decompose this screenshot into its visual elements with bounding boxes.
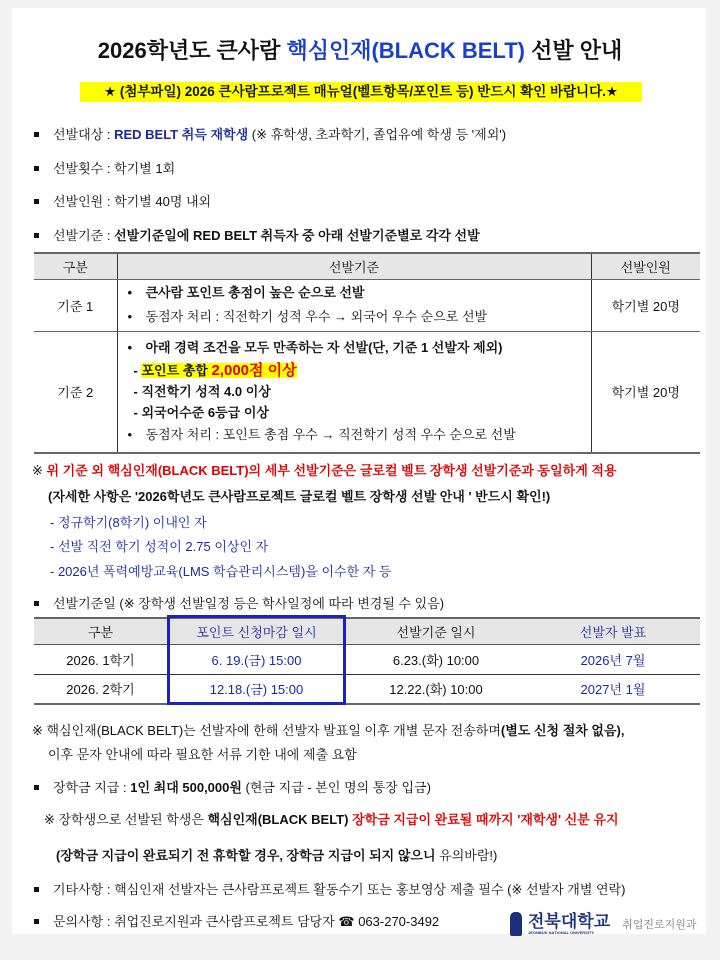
header-cell: 선발자 발표	[526, 618, 700, 644]
label: 선발기준일 (※ 장학생 선발일정 등은 학사일정에 따라 변경될 수 있음)	[53, 596, 445, 611]
target-item	[34, 124, 506, 143]
semester-cell: 2026. 1학기	[34, 644, 167, 674]
schedule-table	[34, 617, 700, 705]
base-date-cell: 12.22.(화) 10:00	[346, 674, 526, 704]
university-name-en: JEONBUK NATIONAL UNIVERSITY	[528, 930, 595, 935]
deadline-highlight-box	[167, 615, 346, 705]
announce-cell: 2026년 7월	[526, 644, 700, 674]
note-mark: ※	[32, 463, 47, 478]
row-name: 기준 1	[34, 279, 117, 331]
condition-item: - 선발 직전 학기 성적이 2.75 이상인 자	[50, 539, 269, 554]
notify-note	[32, 720, 625, 739]
detail-reference: (자세한 사항은 '2026학년도 큰사람프로젝트 글로컬 벨트 장학생 선발 안내 ' 반드시 확인!)	[48, 489, 551, 504]
contact-item	[34, 911, 439, 930]
criterion: 큰사람 포인트 총점이 높은 순으로 선발	[145, 285, 365, 300]
label: 기타사항 : 핵심인재 선발자는 큰사람프로젝트 활동수기 또는 홍보영상 제출 필수 (※ 선발자 개별 연락)	[53, 882, 626, 897]
condition-item: - 2026년 폭력예방교육(LMS 학습관리시스템)을 이수한 자 등	[50, 564, 392, 579]
etc-item	[34, 879, 625, 898]
note-text: ※ 핵심인재(BLACK BELT)는 선발자에 한해 선발자 발표일 이후 개별 문자 전송하며	[32, 723, 501, 738]
table-row	[34, 674, 700, 704]
page-title	[0, 34, 720, 65]
label: 선발횟수 : 학기별 1회	[53, 161, 176, 176]
quota-item	[34, 191, 211, 210]
criterion: 동점자 처리 : 포인트 총점 우수 → 직전학기 성적 우수 순으로 선발	[145, 427, 516, 443]
condition-item: - 정규학기(8학기) 이내인 자	[50, 515, 207, 530]
department-name: 취업진로지원과	[622, 919, 697, 931]
bullet-icon	[34, 199, 39, 204]
leave-warning	[56, 845, 497, 864]
table-header	[34, 618, 700, 644]
bullet-icon	[34, 166, 39, 171]
note-bold: 핵심인재(BLACK BELT)	[207, 812, 353, 827]
detail-note	[32, 460, 617, 479]
quota-cell: 학기별 20명	[591, 279, 700, 331]
condition: 직전학기 성적 4.0 이상	[141, 384, 271, 400]
title-text-end: 선발 안내	[525, 38, 623, 63]
bullet-icon	[34, 919, 39, 924]
condition-text: 포인트 총합	[141, 363, 212, 379]
table-row	[34, 331, 700, 453]
base-date-cell: 6.23.(화) 10:00	[346, 644, 526, 674]
label: 문의사항 : 취업진로지원과 큰사람프로젝트 담당자	[53, 914, 339, 929]
bullet-icon	[34, 233, 39, 238]
condition: 외국어수준 6등급 이상	[141, 405, 269, 421]
title-highlight: 핵심인재(BLACK BELT)	[286, 38, 526, 63]
quota-cell: 학기별 20명	[591, 331, 700, 453]
criteria-table	[34, 252, 700, 454]
bullet-icon	[34, 785, 39, 790]
schedule-item	[34, 593, 444, 612]
warning-bold: (장학금 지급이 완료되기 전 휴학할 경우, 장학금 지급이 되지 않으니	[56, 848, 440, 863]
phone-icon: ☎	[338, 914, 355, 929]
university-name: 전북대학교	[528, 912, 611, 931]
bullet-icon	[34, 132, 39, 137]
highlighted-condition	[141, 363, 296, 378]
criteria-value: 선발기준일에 RED BELT 취득자 중 아래 선발기준별로 각각 선발	[114, 228, 480, 243]
header-cell: 선발기준	[117, 253, 591, 279]
scholarship-value: 1인 최대 500,000원	[130, 780, 242, 795]
target-note: (※ 휴학생, 초과학기, 졸업유예 학생 등 '제외')	[248, 127, 507, 142]
scholarship-note: (현금 지급 - 본인 명의 통장 입금)	[241, 780, 431, 795]
table-header	[34, 253, 700, 279]
criteria-item	[34, 225, 480, 244]
status-note	[44, 809, 619, 828]
phone-number: 063-270-3492	[354, 914, 440, 929]
label: 선발기준 :	[53, 228, 115, 243]
condition-value: 2,000점 이상	[211, 362, 297, 380]
label: 선발대상 :	[53, 127, 115, 142]
header-cell: 포인트 신청마감 일시	[167, 618, 346, 644]
criterion: 동점자 처리 : 직전학기 성적 우수 → 외국어 우수 순으로 선발	[145, 309, 488, 324]
label: 선발인원 : 학기별 40명 내외	[53, 194, 212, 209]
bullet-icon	[34, 887, 39, 892]
row-name: 기준 2	[34, 331, 117, 453]
criteria-cell: • 아래 경력 조건을 모두 만족하는 자 선발(단, 기준 1 선발자 제외) - 포인트 총합 2,000점 이상 - 직전학기 성적 4.0 이상 - 외국어수준 6등급 이상 • 동점자 처리 : 포인트 총점 우수 → 직전학기 성적 우수 순으로 선발	[117, 331, 591, 453]
deadline-cell: 12.18.(금) 15:00	[167, 674, 346, 704]
note-text: ※ 장학생으로 선발된 학생은	[44, 812, 208, 827]
target-value: RED BELT 취득 재학생	[114, 127, 249, 142]
header-cell: 선발인원	[591, 253, 700, 279]
semester-cell: 2026. 2학기	[34, 674, 167, 704]
label: 장학금 지급 :	[53, 780, 131, 795]
university-emblem-icon	[510, 912, 522, 936]
count-item	[34, 158, 175, 177]
notice-banner: ★ (첨부파일) 2026 큰사람프로젝트 매뉴얼(벨트항목/포인트 등) 반드시 확인 바랍니다.★	[80, 82, 642, 102]
header-cell: 구분	[34, 618, 167, 644]
warning-text: 유의바람!)	[439, 848, 498, 863]
notify-note-cont: 이후 문자 안내에 따라 필요한 서류 기한 내에 제출 요함	[48, 747, 357, 762]
scholarship-item	[34, 777, 431, 796]
note-bold: (별도 신청 절차 없음),	[500, 723, 625, 738]
table-row	[34, 644, 700, 674]
title-text: 2026학년도 큰사람	[97, 38, 287, 63]
header-cell: 선발기준 일시	[346, 618, 526, 644]
deadline-cell: 6. 19.(금) 15:00	[167, 644, 346, 674]
criteria-cell: • 큰사람 포인트 총점이 높은 순으로 선발 • 동점자 처리 : 직전학기 성적 우수 → 외국어 우수 순으로 선발	[117, 279, 591, 331]
bullet-icon	[34, 601, 39, 606]
note-red: 장학금 지급이 완료될 때까지 '재학생' 신분 유지	[352, 812, 619, 827]
header-cell: 구분	[34, 253, 117, 279]
announce-cell: 2027년 1월	[526, 674, 700, 704]
note-text: 위 기준 외 핵심인재(BLACK BELT)의 세부 선발기준은 글로컬 벨트 장학생 선발기준과 동일하게 적용	[46, 463, 617, 478]
criterion: 아래 경력 조건을 모두 만족하는 자 선발(단, 기준 1 선발자 제외)	[145, 340, 503, 356]
university-logo	[510, 912, 697, 936]
table-row	[34, 279, 700, 331]
